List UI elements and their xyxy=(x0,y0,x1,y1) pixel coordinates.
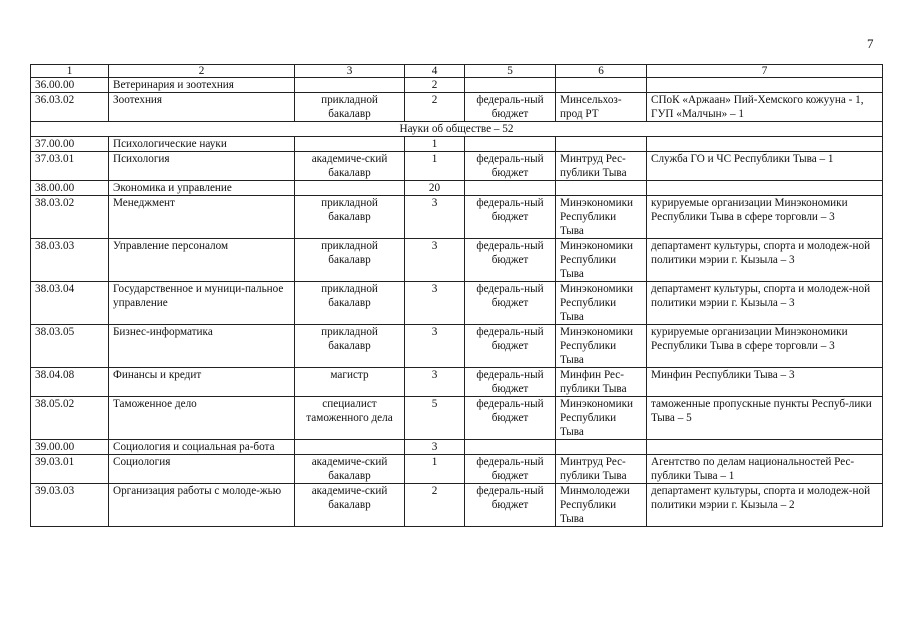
funding-cell: федераль-ный бюджет xyxy=(465,325,556,368)
code-cell: 39.00.00 xyxy=(31,440,109,455)
name-cell: Социология xyxy=(109,455,295,484)
count-cell: 2 xyxy=(405,484,465,527)
employer-cell xyxy=(647,137,883,152)
employer-cell: департамент культуры, спорта и молодеж-ной политики мэрии г. Кызыла – 3 xyxy=(647,282,883,325)
table-row xyxy=(31,397,883,440)
ministry-cell: Минэкономики Республики Тыва xyxy=(556,196,647,239)
funding-cell: федераль-ный бюджет xyxy=(465,239,556,282)
name-cell: Государственное и муници-пальное управление xyxy=(109,282,295,325)
employer-cell xyxy=(647,78,883,93)
funding-cell: федераль-ный бюджет xyxy=(465,484,556,527)
table-row xyxy=(31,484,883,527)
count-cell: 3 xyxy=(405,239,465,282)
employer-cell: таможенные пропускные пункты Респуб-лики Тыва – 5 xyxy=(647,397,883,440)
name-cell: Управление персоналом xyxy=(109,239,295,282)
count-cell: 1 xyxy=(405,455,465,484)
name-cell: Финансы и кредит xyxy=(109,368,295,397)
employer-cell: курируемые организации Минэкономики Республики Тыва в сфере торговли – 3 xyxy=(647,325,883,368)
level-cell xyxy=(295,78,405,93)
code-cell: 37.03.01 xyxy=(31,152,109,181)
name-cell: Зоотехния xyxy=(109,93,295,122)
column-header: 2 xyxy=(109,65,295,78)
employer-cell: департамент культуры, спорта и молодеж-ной политики мэрии г. Кызыла – 2 xyxy=(647,484,883,527)
level-cell: академиче-ский бакалавр xyxy=(295,484,405,527)
funding-cell: федераль-ный бюджет xyxy=(465,93,556,122)
column-header: 6 xyxy=(556,65,647,78)
section-title: Науки об обществе – 52 xyxy=(31,122,883,137)
ministry-cell: Минмолодежи Республики Тыва xyxy=(556,484,647,527)
level-cell: прикладной бакалавр xyxy=(295,282,405,325)
funding-cell: федераль-ный бюджет xyxy=(465,152,556,181)
column-header: 4 xyxy=(405,65,465,78)
ministry-cell: Минтруд Рес-публики Тыва xyxy=(556,455,647,484)
funding-cell xyxy=(465,440,556,455)
employer-cell: департамент культуры, спорта и молодеж-ной политики мэрии г. Кызыла – 3 xyxy=(647,239,883,282)
name-cell: Организация работы с молоде-жью xyxy=(109,484,295,527)
code-cell: 39.03.01 xyxy=(31,455,109,484)
ministry-cell: Минтруд Рес-публики Тыва xyxy=(556,152,647,181)
employer-cell xyxy=(647,440,883,455)
count-cell: 3 xyxy=(405,325,465,368)
table-row xyxy=(31,196,883,239)
level-cell: прикладной бакалавр xyxy=(295,196,405,239)
count-cell: 3 xyxy=(405,368,465,397)
ministry-cell xyxy=(556,137,647,152)
level-cell xyxy=(295,137,405,152)
funding-cell: федераль-ный бюджет xyxy=(465,282,556,325)
ministry-cell xyxy=(556,181,647,196)
funding-cell xyxy=(465,137,556,152)
name-cell: Таможенное дело xyxy=(109,397,295,440)
level-cell: магистр xyxy=(295,368,405,397)
code-cell: 39.03.03 xyxy=(31,484,109,527)
code-cell: 38.05.02 xyxy=(31,397,109,440)
count-cell: 1 xyxy=(405,137,465,152)
column-header: 7 xyxy=(647,65,883,78)
level-cell xyxy=(295,440,405,455)
name-cell: Психологические науки xyxy=(109,137,295,152)
code-cell: 36.03.02 xyxy=(31,93,109,122)
count-cell: 20 xyxy=(405,181,465,196)
ministry-cell: Минэкономики Республики Тыва xyxy=(556,282,647,325)
code-cell: 38.03.04 xyxy=(31,282,109,325)
level-cell: прикладной бакалавр xyxy=(295,239,405,282)
column-header: 3 xyxy=(295,65,405,78)
employer-cell: СПоК «Аржаан» Пий-Хемского кожууна - 1, ГУП «Малчын» – 1 xyxy=(647,93,883,122)
funding-cell: федераль-ный бюджет xyxy=(465,455,556,484)
table-row xyxy=(31,455,883,484)
ministry-cell xyxy=(556,78,647,93)
count-cell: 3 xyxy=(405,440,465,455)
employer-cell: курируемые организации Минэкономики Республики Тыва в сфере торговли – 3 xyxy=(647,196,883,239)
table-row xyxy=(31,239,883,282)
name-cell: Психология xyxy=(109,152,295,181)
count-cell: 2 xyxy=(405,78,465,93)
count-cell: 3 xyxy=(405,282,465,325)
code-cell: 38.04.08 xyxy=(31,368,109,397)
name-cell: Менеджмент xyxy=(109,196,295,239)
ministry-cell: Минэкономики Республики Тыва xyxy=(556,325,647,368)
page-number: 7 xyxy=(867,36,874,51)
code-cell: 38.03.05 xyxy=(31,325,109,368)
level-cell: прикладной бакалавр xyxy=(295,325,405,368)
ministry-cell: Минэкономики Республики Тыва xyxy=(556,239,647,282)
table-row xyxy=(31,325,883,368)
ministry-cell xyxy=(556,440,647,455)
funding-cell: федераль-ный бюджет xyxy=(465,397,556,440)
level-cell: прикладной бакалавр xyxy=(295,93,405,122)
table-header-row xyxy=(31,65,883,78)
level-cell: специалист таможенного дела xyxy=(295,397,405,440)
code-cell: 36.00.00 xyxy=(31,78,109,93)
allocation-table xyxy=(30,64,883,527)
funding-cell: федераль-ный бюджет xyxy=(465,196,556,239)
table-row xyxy=(31,78,883,93)
funding-cell xyxy=(465,78,556,93)
column-header: 5 xyxy=(465,65,556,78)
employer-cell: Минфин Республики Тыва – 3 xyxy=(647,368,883,397)
employer-cell xyxy=(647,181,883,196)
count-cell: 1 xyxy=(405,152,465,181)
name-cell: Социология и социальная ра-бота xyxy=(109,440,295,455)
code-cell: 37.00.00 xyxy=(31,137,109,152)
funding-cell: федераль-ный бюджет xyxy=(465,368,556,397)
ministry-cell: Минфин Рес-публики Тыва xyxy=(556,368,647,397)
table-row xyxy=(31,368,883,397)
level-cell: академиче-ский бакалавр xyxy=(295,152,405,181)
level-cell xyxy=(295,181,405,196)
code-cell: 38.00.00 xyxy=(31,181,109,196)
count-cell: 2 xyxy=(405,93,465,122)
employer-cell: Служба ГО и ЧС Республики Тыва – 1 xyxy=(647,152,883,181)
name-cell: Экономика и управление xyxy=(109,181,295,196)
funding-cell xyxy=(465,181,556,196)
table-row xyxy=(31,181,883,196)
table-row xyxy=(31,152,883,181)
count-cell: 5 xyxy=(405,397,465,440)
column-header: 1 xyxy=(31,65,109,78)
table-row xyxy=(31,137,883,152)
name-cell: Ветеринария и зоотехния xyxy=(109,78,295,93)
table-row xyxy=(31,93,883,122)
count-cell: 3 xyxy=(405,196,465,239)
level-cell: академиче-ский бакалавр xyxy=(295,455,405,484)
ministry-cell: Минэкономики Республики Тыва xyxy=(556,397,647,440)
employer-cell: Агентство по делам национальностей Рес-публики Тыва – 1 xyxy=(647,455,883,484)
table-row xyxy=(31,282,883,325)
section-row xyxy=(31,122,883,137)
code-cell: 38.03.02 xyxy=(31,196,109,239)
name-cell: Бизнес-информатика xyxy=(109,325,295,368)
code-cell: 38.03.03 xyxy=(31,239,109,282)
table-row xyxy=(31,440,883,455)
ministry-cell: Минсельхоз-прод РТ xyxy=(556,93,647,122)
